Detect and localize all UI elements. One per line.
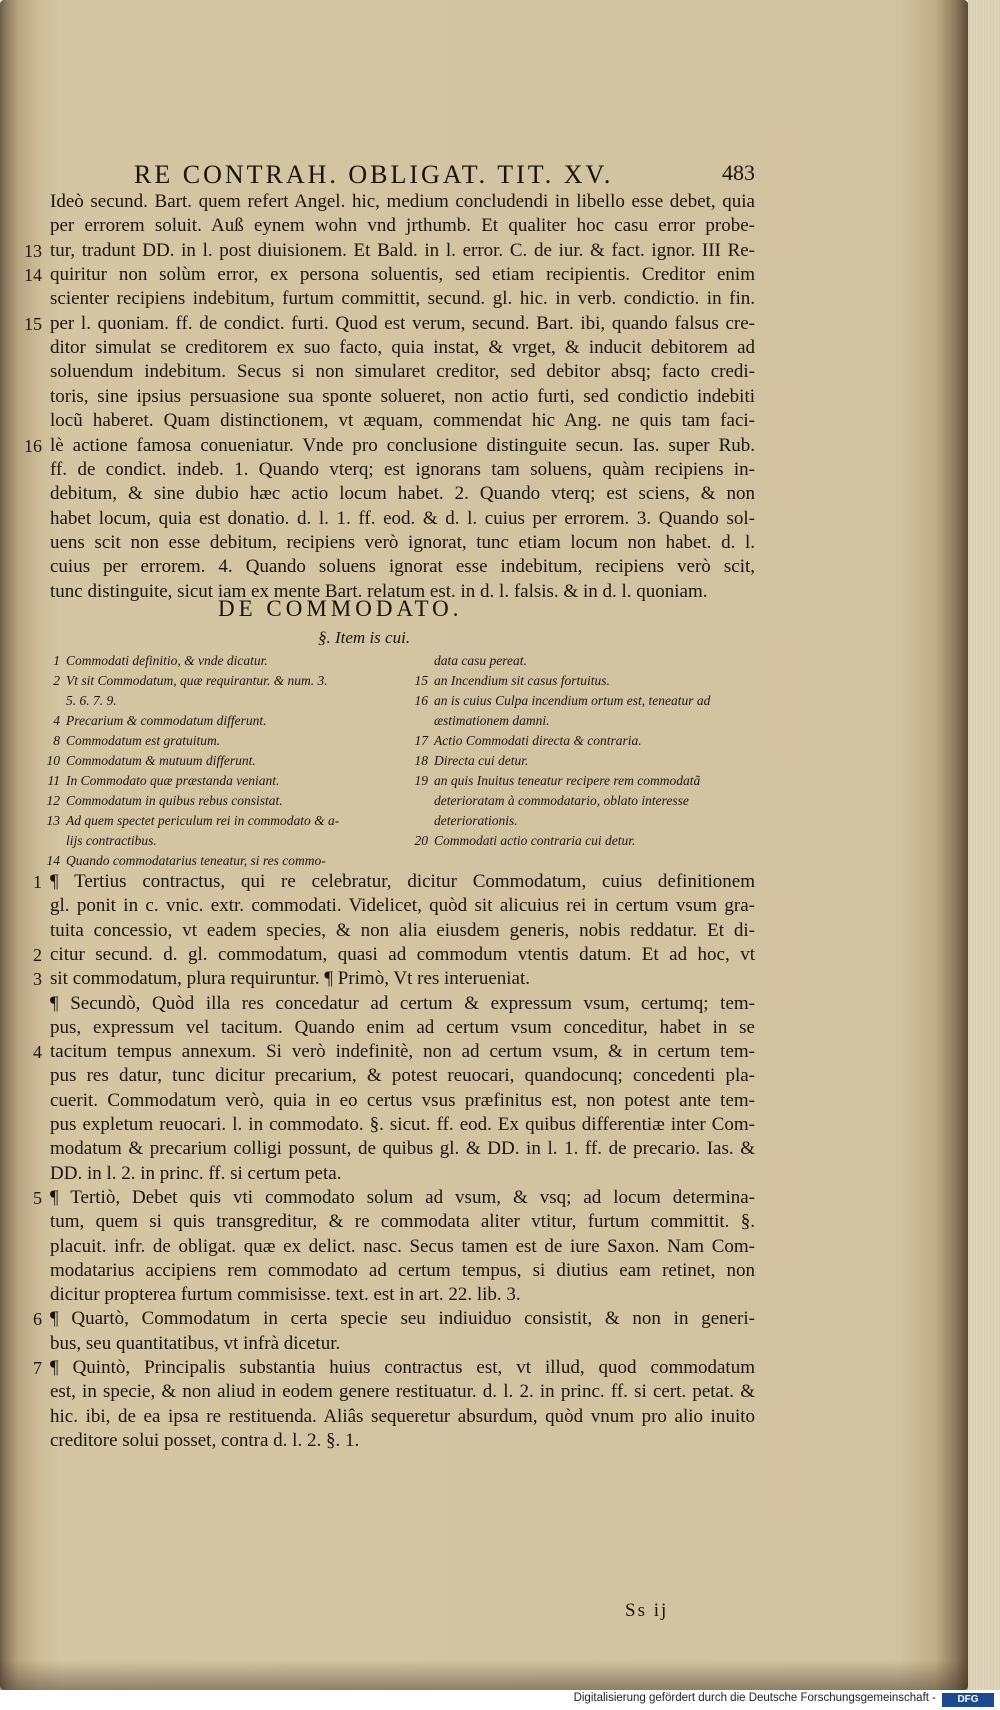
- text-line: ¶ Quintò, Principalis substantia huius contractus est, vt illud, quod commodatum: [50, 1357, 755, 1378]
- index-entry: [36, 791, 396, 811]
- index-entry-text: deteriorationis.: [434, 813, 518, 828]
- index-entry: [36, 691, 396, 711]
- index-entry: [36, 831, 396, 851]
- text-line: ¶ Tertius contractus, qui re celebratur, dicitur Commodatum, cuius definitionem: [50, 871, 755, 892]
- index-entry-text: Precarium & commodatum differunt.: [66, 713, 267, 728]
- text-line: pus expletum reuocari. l. in commodato. §. sicut. ff. eod. Ex quibus differentiæ inter Com-: [50, 1114, 755, 1135]
- text-line: bus, seu quantitatibus, vt infrà dicetur.: [50, 1332, 341, 1354]
- index-entry-text: Quando commodatarius teneatur, si res commo-: [66, 853, 326, 868]
- index-entry-number: 12: [46, 793, 60, 808]
- text-line: lè actione famosa conueniatur. Vnde pro conclusione distinguite secun. Ias. super Rub.: [50, 434, 755, 456]
- page-edge: [968, 0, 1000, 1690]
- text-line: modatarius accipiens rem commodato ad certum tempus, si diutius eam retinet, non: [50, 1259, 755, 1281]
- margin-number: 13: [24, 240, 42, 261]
- text-line: modatum & precarium colligi possunt, de quibus gl. & DD. in l. 1. ff. de precario. Ias. &: [50, 1138, 755, 1160]
- index-entry-number: 20: [414, 833, 428, 848]
- margin-number: 16: [24, 435, 42, 456]
- index-entry-text: 5. 6. 7. 9.: [66, 693, 117, 708]
- index-entry-number: 17: [414, 733, 428, 748]
- text-line: ¶ Quartò, Commodatum in certa specie seu indiuiduo consistit, & non in generi-: [50, 1308, 755, 1330]
- text-line: ¶ Secundò, Quòd illa res concedatur ad certum & expressum vsum, certumq; tem-: [50, 992, 755, 1014]
- text-line: est, in specie, & non aliud in eodem genere restituatur. d. l. 2. in princ. ff. si cert. petat. &: [50, 1381, 755, 1403]
- text-line: Ideò secund. Bart. quem refert Angel. hic, medium concludendi in libello esse debet, quia: [50, 191, 755, 212]
- index-entry-text: deterioratam à commodatario, oblato interesse: [434, 793, 689, 808]
- index-entry-number: 4: [53, 713, 60, 728]
- index-entry: [404, 691, 764, 711]
- index-left-column: [36, 651, 396, 871]
- index-entry-number: 15: [414, 673, 428, 688]
- index-entry: [36, 651, 396, 671]
- index-entry: [404, 831, 764, 851]
- folio-number: 483: [722, 160, 755, 185]
- index-entry-number: 2: [53, 673, 60, 688]
- text-line: placuit. infr. de obligat. quæ ex delict. nasc. Secus tamen est de iure Saxon. Nam Com-: [50, 1235, 755, 1257]
- index-entry-text: Directa cui detur.: [434, 753, 529, 768]
- index-entry-text: Commodatum in quibus rebus consistat.: [66, 793, 283, 808]
- index-entry: [404, 731, 764, 751]
- margin-number: 4: [33, 1042, 42, 1063]
- index-entry-text: Commodati actio contraria cui detur.: [434, 833, 636, 848]
- index-entry: [404, 751, 764, 771]
- signature-mark: Ss ij: [625, 1600, 669, 1621]
- section-subtitle: §. Item is cui.: [318, 628, 411, 647]
- text-line: tuita concessio, vt eadem species, & non alia eiusdem generis, nobis reddatur. Et di-: [50, 919, 755, 941]
- index-entry-text: an is cuius Culpa incendium ortum est, teneatur ad: [434, 693, 711, 708]
- text-line: soluendum indebitum. Secus si non simularet creditor, sed debitor absq; facto credi-: [50, 361, 755, 383]
- index-entry-number: 19: [414, 773, 428, 788]
- index-entry-number: 1: [53, 653, 60, 668]
- index-entry-text: lijs contractibus.: [66, 833, 157, 848]
- text-line: ff. de condict. indeb. 1. Quando vterq; est ignorans tam soluens, quàm recipiens in-: [50, 458, 755, 480]
- index-entry: [404, 651, 764, 671]
- text-line: scienter recipiens indebitum, furtum committit, secund. gl. hic. in verb. condictio. in fin.: [50, 288, 755, 310]
- text-line: tacitum tempus annexum. Si verò indefinitè, non ad certum vsum, & in certum tem-: [50, 1041, 755, 1063]
- index-entry-text: In Commodato quæ præstanda veniant.: [66, 773, 280, 788]
- index-entry: [404, 791, 764, 811]
- text-line: toris, sine ipsius persuasione sua sponte solueret, non actio furti, sed condictio indebiti: [50, 385, 755, 407]
- margin-number: 7: [33, 1358, 42, 1378]
- index-entry: [36, 751, 396, 771]
- index-entry-text: Commodati definitio, & vnde dicatur.: [66, 653, 268, 668]
- margin-number: 14: [24, 265, 42, 286]
- text-line: quiritur non solùm error, ex persona soluentis, sed etiam recipientis. Creditor enim: [50, 264, 755, 286]
- index-entry-number: 10: [46, 753, 60, 768]
- running-head: RE CONTRAH. OBLIGAT. TIT. XV.: [134, 160, 614, 189]
- index-entry-text: an quis Inuitus teneatur recipere rem commodatã: [434, 773, 701, 788]
- index-entry-text: Commodatum & mutuum differunt.: [66, 753, 256, 768]
- dfg-logo: DFG: [942, 1693, 994, 1707]
- section-title: DE COMMODATO.: [218, 596, 463, 621]
- index-entry: [36, 811, 396, 831]
- footer-credit: Digitalisierung gefördert durch die Deutsche Forschungsgemeinschaft -: [573, 1692, 936, 1704]
- index-entry-number: 16: [414, 693, 428, 708]
- index-entry: [36, 711, 396, 731]
- index-entry-number: 14: [46, 853, 60, 868]
- text-line: citur secund. d. gl. commodatum, quasi ad commodum vtentis datum. Et ad hoc, vt: [50, 943, 755, 965]
- index-entry: [36, 851, 396, 871]
- margin-number: 6: [33, 1309, 42, 1330]
- index-entry-text: Actio Commodati directa & contraria.: [434, 733, 642, 748]
- text-line: DD. in l. 2. in princ. ff. si certum peta.: [50, 1162, 342, 1184]
- text-line: locũ haberet. Quam distinctionem, vt æquam, commendat hic Ang. ne quis tam faci-: [50, 410, 755, 432]
- text-line: sit commodatum, plura requiruntur. ¶ Primò, Vt res interueniat.: [50, 968, 531, 990]
- text-line: cuius per errorem. 4. Quando soluens ignorat esse indebitum, recipiens verò scit,: [50, 556, 755, 578]
- index-entry-text: Ad quem spectet periculum rei in commodato & a-: [66, 813, 340, 828]
- index-entry-text: Vt sit Commodatum, quæ requirantur. & num. 3.: [66, 673, 328, 688]
- text-line: cuerit. Commodatum verò, quia in eo certus vsus præfinitus est, non potest ante tem-: [50, 1089, 755, 1111]
- text-line: hic. ibi, de ea ipsa re restituenda. Aliâs sequeretur absurdum, quòd vnum pro alio inuito: [50, 1405, 755, 1427]
- text-line: debitum, & sine dubio hæc actio locum habet. 2. Quando vterq; est sciens, & non: [50, 483, 755, 505]
- index-entry-number: 8: [53, 733, 60, 748]
- text-line: tur, tradunt DD. in l. post diuisionem. Et Bald. in l. error. C. de iur. & fact. ignor. III Re-: [50, 239, 755, 261]
- index-entry-text: æstimationem damni.: [434, 713, 550, 728]
- text-line: pus, expressum vel tacitum. Quando enim ad certum vsum conceditur, habet in se: [50, 1016, 755, 1038]
- margin-number: 15: [24, 313, 42, 334]
- text-line: tunc distinguite, sicut iam ex mente Bart. relatum est. in d. l. falsis. & in d. l. quoniam.: [50, 580, 708, 602]
- index-entry-text: Commodatum est gratuitum.: [66, 733, 221, 748]
- index-entry-number: 11: [47, 773, 60, 788]
- digitization-footer: [0, 1690, 1000, 1710]
- text-line: habet locum, quia est donatio. d. l. 1. ff. eod. & d. l. cuius per errorem. 3. Quando sol-: [50, 507, 755, 529]
- index-entry: [404, 811, 764, 831]
- margin-number: 5: [33, 1187, 42, 1208]
- text-line: gl. ponit in c. vnic. extr. commodati. Videlicet, quòd sit alicuius rei in certum vsum gra-: [50, 895, 755, 917]
- text-line: creditore solui posset, contra d. l. 2. §. 1.: [50, 1429, 360, 1451]
- text-line: ditor simulat se creditorem ex suo facto, quia instat, & vrget, & inducit debitorem ad: [50, 337, 755, 359]
- index-entry-text: data casu pereat.: [434, 653, 527, 668]
- index-entry: [404, 711, 764, 731]
- margin-number: 1: [33, 872, 42, 892]
- index-entry: [36, 771, 396, 791]
- text-line: pus res datur, tunc dicitur precarium, & potest reuocari, quandocunq; concedenti pla-: [50, 1065, 755, 1087]
- index-entry-text: an Incendium sit casus fortuitus.: [434, 673, 610, 688]
- margin-number: 3: [33, 969, 42, 990]
- margin-number: 2: [33, 944, 42, 965]
- text-line: tum, quem si quis transgreditur, & re commodata aliter vtitur, furtum committit. §.: [50, 1211, 755, 1233]
- index-entry: [404, 671, 764, 691]
- index-entry-number: 13: [46, 813, 60, 828]
- text-line: dicitur propterea furtum commisisse. text. est in art. 22. lib. 3.: [50, 1284, 521, 1306]
- text-line: per errorem soluit. Auß eynem wohn vnd jrthumb. Et qualiter hoc casu error probe-: [50, 215, 755, 237]
- index-entry: [36, 731, 396, 751]
- text-line: ¶ Tertiò, Debet quis vti commodato solum ad vsum, & vsq; ad locum determina-: [50, 1186, 755, 1208]
- text-line: uens scit non esse debitum, recipiens verò ignorat, tunc etiam locum non habet. d. l.: [50, 531, 755, 553]
- index-entry-number: 18: [414, 753, 428, 768]
- index-right-column: [404, 651, 764, 851]
- text-line: per l. quoniam. ff. de condict. furti. Quod est verum, secund. Bart. ibi, quando falsus cre-: [50, 312, 755, 334]
- index-entry: [36, 671, 396, 691]
- index-entry: [404, 771, 764, 791]
